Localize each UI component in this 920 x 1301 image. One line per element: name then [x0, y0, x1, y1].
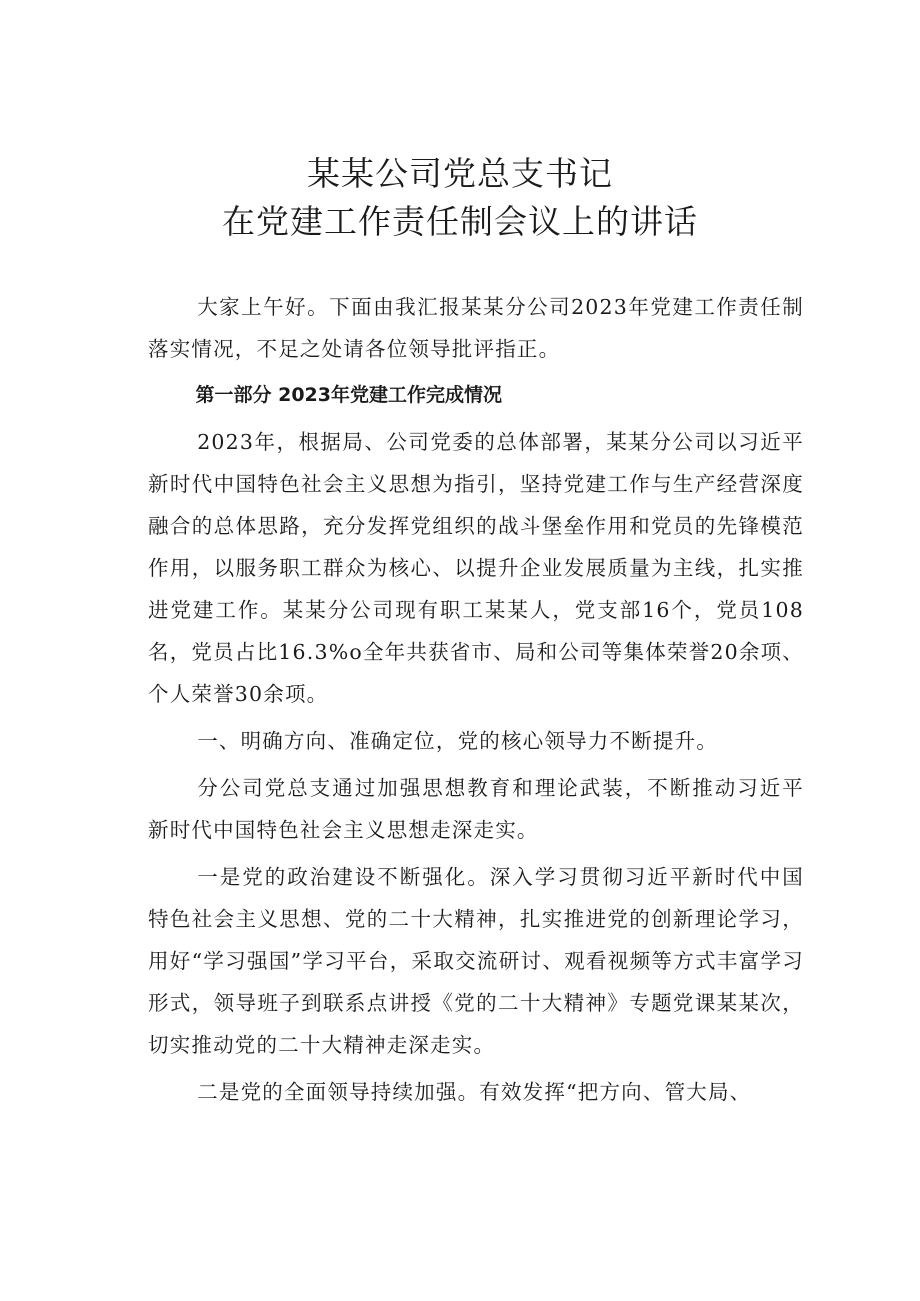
overview-paragraph: 2023年，根据局、公司党委的总体部署，某某分公司以习近平新时代中国特色社会主义思想为指引，坚持党建工作与生产经营深度融合的总体思路，充分发挥党组织的战斗堡垒作用和党员的先锋模范作用，以服务职工群众为核心、以提升企业发展质量为主线，扎实推进党建工作。某某分公司现有职工某某人，党支部16个，党员108名，党员占比16.3%o全年共获省市、局和公司等集体荣誉20余项、个人荣誉30余项。: [148, 430, 804, 706]
point-two-paragraph: 二是党的全面领导持续加强。有效发挥“把方向、管大局、: [197, 1080, 752, 1104]
title-line-1: 某某公司党总支书记: [307, 154, 613, 193]
section-heading: 第一部分 2023年党建工作完成情况: [195, 384, 502, 406]
greeting-paragraph: 大家上午好。下面由我汇报某某分公司2023年党建工作责任制落实情况，不足之处请各位领导批评指正。: [148, 295, 804, 361]
document-body: [148, 286, 804, 1118]
point-one-paragraph: 一是党的政治建设不断强化。深入学习贯彻习近平新时代中国特色社会主义思想、党的二十大精神，扎实推进党的创新理论学习，用好“学习强国”学习平台，采取交流研讨、观看视频等方式丰富学习形式，领导班子到联系点讲授《党的二十大精神》专题党课某某次，切实推动党的二十大精神走深走实。: [148, 865, 804, 1057]
subsection-heading: 一、明确方向、准确定位，党的核心领导力不断提升。: [197, 729, 718, 753]
title-line-2: 在党建工作责任制会议上的讲话: [222, 202, 698, 241]
document-title: [0, 150, 920, 246]
subsection-intro-paragraph: 分公司党总支通过加强思想教育和理论武装，不断推动习近平新时代中国特色社会主义思想走深走实。: [148, 776, 804, 842]
